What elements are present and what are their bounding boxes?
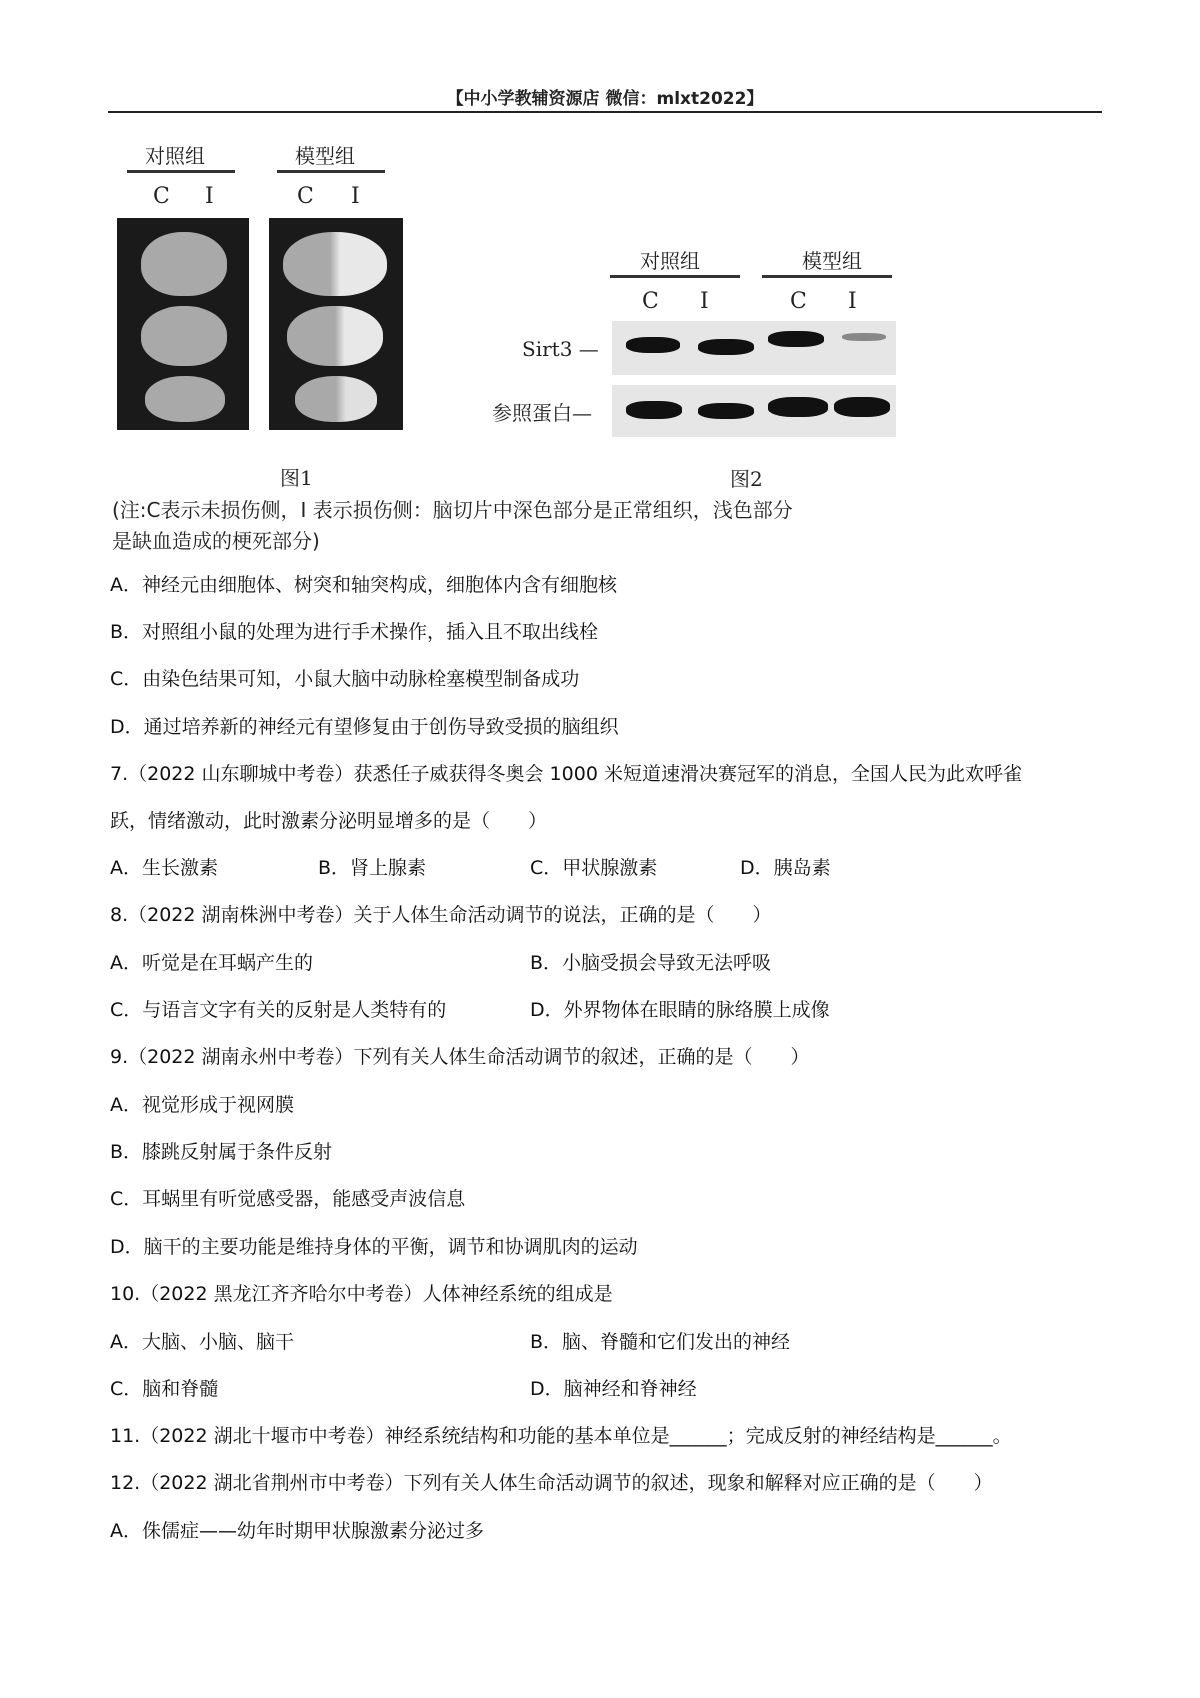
fig1-lane-c-control: C: [153, 184, 170, 209]
fig2-lane-i-control: I: [700, 289, 709, 314]
figure-note: [112, 495, 932, 557]
header-divider: [108, 111, 1102, 113]
q7-option-c: C．甲状腺激素: [530, 857, 658, 879]
control-slice-1: [141, 232, 227, 296]
fig2-lane-i-model: I: [848, 289, 857, 314]
q9-stem: 9.（2022 湖南永州中考卷）下列有关人体生命活动调节的叙述，正确的是（ ）: [110, 1046, 810, 1068]
fig2-control-rule: [610, 275, 740, 278]
reference-protein-row-label: 参照蛋白—: [492, 401, 592, 425]
figure-1-caption: 图1: [280, 466, 313, 490]
fig1-lane-i-model: I: [351, 184, 360, 209]
q11-stem: 11.（2022 湖北十堰市中考卷）神经系统结构和功能的基本单位是______；完成反射的神经结构是______。: [110, 1425, 1012, 1447]
control-slice-panel: [117, 218, 249, 430]
q8-option-b: B．小脑受损会导致无法呼吸: [530, 952, 772, 974]
sirt3-blot: [612, 321, 896, 375]
q8-option-d: D．外界物体在眼睛的脉络膜上成像: [530, 999, 830, 1021]
fig2-control-label: 对照组: [640, 249, 700, 273]
q7-stem-line-2: 跃，情绪激动，此时激素分泌明显增多的是（ ）: [110, 810, 548, 832]
q6-option-d: D．通过培养新的神经元有望修复由于创伤导致受损的脑组织: [110, 716, 619, 738]
q10-option-c: C．脑和脊髓: [110, 1378, 219, 1400]
q9-option-c: C．耳蜗里有听觉感受器，能感受声波信息: [110, 1188, 466, 1210]
figure-1-brain-slices: [115, 140, 455, 500]
q10-option-b: B．脑、脊髓和它们发出的神经: [530, 1331, 791, 1353]
q7-option-b: B．肾上腺素: [318, 857, 427, 879]
reference-protein-blot: [612, 385, 896, 437]
q7-option-d: D．胰岛素: [740, 857, 831, 879]
figure-note-line-1: (注:C表示未损伤侧，I 表示损伤侧：脑切片中深色部分是正常组织，浅色部分: [112, 498, 793, 522]
fig2-model-rule: [762, 275, 892, 278]
q9-option-b: B．膝跳反射属于条件反射: [110, 1141, 333, 1163]
q12-option-a: A．侏儒症——幼年时期甲状腺激素分泌过多: [110, 1520, 484, 1542]
q8-option-c: C．与语言文字有关的反射是人类特有的: [110, 999, 447, 1021]
fig1-lane-c-model: C: [297, 184, 314, 209]
model-slice-panel: [269, 218, 403, 430]
sirt3-band-control-c: [626, 337, 680, 353]
ref-band-model-c: [768, 397, 828, 417]
sirt3-band-model-c: [768, 331, 824, 347]
q7-stem-line-1: 7.（2022 山东聊城中考卷）获悉任子威获得冬奥会 1000 米短道速滑决赛冠军的消息，全国人民为此欢呼雀: [110, 763, 1022, 785]
q10-stem: 10.（2022 黑龙江齐齐哈尔中考卷）人体神经系统的组成是: [110, 1283, 613, 1305]
q9-option-d: D．脑干的主要功能是维持身体的平衡，调节和协调肌肉的运动: [110, 1236, 638, 1258]
figure-2-western-blot: [490, 245, 910, 500]
q8-option-a: A．听觉是在耳蜗产生的: [110, 952, 313, 974]
sirt3-band-control-i: [698, 339, 754, 355]
q9-option-a: A．视觉形成于视网膜: [110, 1094, 294, 1116]
model-slice-3: [295, 376, 377, 422]
q8-stem: 8.（2022 湖南株洲中考卷）关于人体生命活动调节的说法，正确的是（ ）: [110, 904, 772, 926]
q7-option-a: A．生长激素: [110, 857, 218, 879]
fig1-control-label: 对照组: [145, 144, 205, 168]
q10-option-a: A．大脑、小脑、脑干: [110, 1331, 294, 1353]
fig1-model-rule: [277, 170, 385, 173]
fig1-control-rule: [127, 170, 235, 173]
q12-stem: 12.（2022 湖北省荆州市中考卷）下列有关人体生命活动调节的叙述，现象和解释对应正确的是（ ）: [110, 1472, 993, 1494]
page-header: 【中小学教辅资源店 微信：mlxt2022】: [446, 89, 764, 109]
ref-band-model-i: [834, 397, 890, 417]
fig1-lane-i-control: I: [205, 184, 214, 209]
fig2-lane-c-model: C: [790, 289, 807, 314]
ref-band-control-i: [698, 403, 754, 419]
fig2-model-label: 模型组: [802, 249, 862, 273]
fig1-model-label: 模型组: [295, 144, 355, 168]
q6-option-b: B．对照组小鼠的处理为进行手术操作，插入且不取出线栓: [110, 621, 599, 643]
figure-2-caption: 图2: [730, 467, 763, 491]
ref-band-control-c: [626, 401, 682, 419]
model-slice-2: [287, 306, 383, 366]
figure-note-line-2: 是缺血造成的梗死部分): [112, 529, 320, 553]
q10-option-d: D．脑神经和脊神经: [530, 1378, 697, 1400]
sirt3-row-label: Sirt3 —: [522, 337, 599, 361]
fig2-lane-c-control: C: [642, 289, 659, 314]
sirt3-band-model-i: [842, 333, 886, 341]
control-slice-2: [141, 306, 227, 366]
q6-option-a: A．神经元由细胞体、树突和轴突构成，细胞体内含有细胞核: [110, 574, 617, 596]
q6-option-c: C．由染色结果可知，小鼠大脑中动脉栓塞模型制备成功: [110, 668, 580, 690]
model-slice-1: [283, 232, 387, 296]
control-slice-3: [145, 376, 225, 422]
